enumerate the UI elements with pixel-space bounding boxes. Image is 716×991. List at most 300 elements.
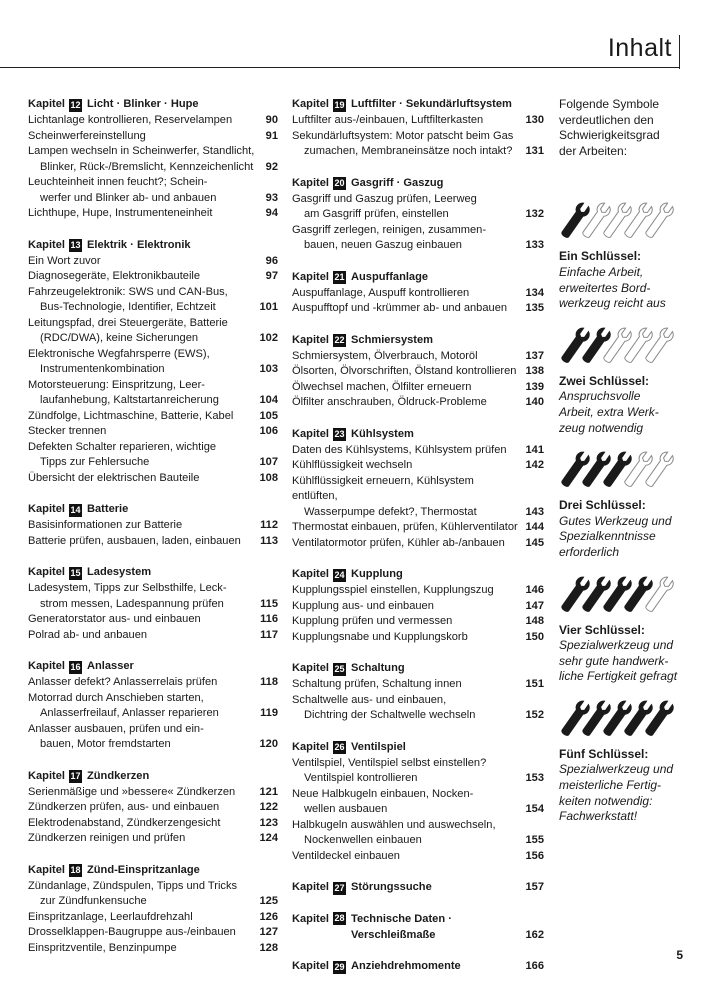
toc-entry-text (292, 129, 519, 160)
chapter-number-badge: 21 (334, 272, 345, 282)
toc-entry[interactable] (28, 316, 278, 347)
difficulty-description-line: meisterliche Fertig- (559, 778, 662, 793)
toc-entry-text (292, 693, 519, 724)
toc-entry[interactable] (28, 471, 278, 487)
chapter-page-number: 166 (525, 960, 544, 973)
difficulty-label: Fünf Schlüssel: (559, 746, 649, 761)
wrench-icon-outline (601, 326, 634, 365)
toc-entry-page: 107 (259, 456, 278, 468)
toc-entry-text (28, 816, 253, 832)
chapter-number-badge: 18 (70, 865, 81, 875)
toc-entry-text (28, 722, 253, 753)
toc-entry-line: Einspritzventile, Benzinpumpe (28, 941, 177, 954)
legend-intro-line: verdeutlichen den (559, 112, 654, 127)
toc-entry-text (292, 787, 519, 818)
chapter-block (292, 270, 544, 317)
chapter-word: Kapitel (28, 769, 65, 782)
toc-entry-line: Tipps zur Fehlersuche (40, 456, 150, 468)
chapter-heading[interactable] (28, 502, 278, 518)
difficulty-level (559, 322, 689, 436)
chapter-number-badge: 15 (70, 567, 81, 578)
toc-entry-line: Anlasser defekt? Anlasserrelais prüfen (28, 676, 218, 688)
chapter-heading[interactable] (28, 97, 278, 113)
wrench-rating (559, 322, 689, 374)
toc-entry-line: Ein Wort zuvor (28, 254, 101, 267)
toc-entry[interactable] (28, 675, 278, 691)
toc-entry-page: 90 (265, 114, 278, 126)
toc-entry-text (28, 518, 254, 534)
toc-entry[interactable] (28, 440, 278, 471)
toc-entry-page: 103 (259, 363, 278, 375)
toc-entry-line: Basisinformationen zur Batterie (28, 519, 183, 531)
toc-entry-line: Lichthupe, Hupe, Instrumenteneinheit (28, 207, 213, 219)
toc-entry[interactable] (292, 474, 544, 521)
chapter-title: Schmiersystem (351, 333, 434, 346)
chapter-block (292, 567, 544, 645)
toc-entry-page: 141 (525, 443, 544, 456)
toc-entry-page: 125 (259, 895, 278, 907)
toc-entry-page: 93 (265, 191, 278, 204)
toc-entry-line: Elektrodenabstand, Zündkerzengesicht (28, 816, 221, 829)
difficulty-label: Drei Schlüssel: (559, 498, 646, 513)
wrench-icon-filled (622, 575, 655, 614)
toc-entry[interactable] (292, 818, 544, 849)
chapter-heading[interactable] (292, 176, 544, 192)
difficulty-description (559, 638, 689, 685)
header-divider (679, 35, 680, 69)
toc-entry-text (28, 675, 254, 691)
toc-entry-line: bauen, neuen Gaszug einbauen (304, 239, 462, 251)
toc-entry-line: Gasgriff und Gaszug prüfen, Leerweg (292, 192, 477, 205)
toc-entry-page: 120 (259, 738, 278, 750)
toc-entry-page: 91 (265, 129, 278, 142)
toc-entry[interactable] (28, 910, 278, 926)
toc-entry-line: Batterie prüfen, ausbauen, laden, einbauen (28, 534, 241, 547)
toc-entry-line: Schaltung prüfen, Schaltung innen (292, 678, 462, 690)
chapter-title: Kupplung (351, 568, 403, 581)
toc-entry-text (28, 879, 253, 910)
toc-entry-text (292, 113, 519, 129)
toc-entry-text (292, 474, 519, 521)
toc-entry[interactable] (28, 424, 278, 440)
toc-entry-text (28, 831, 253, 847)
toc-entry-text (28, 785, 253, 801)
toc-entry-text (292, 818, 519, 849)
toc-entry-line: am Gasgriff prüfen, einstellen (304, 208, 449, 220)
chapter-word: Kapitel (292, 881, 329, 894)
toc-entry-page: 150 (525, 630, 544, 643)
toc-entry-line: Ventildeckel einbauen (292, 849, 400, 862)
difficulty-description-line: Gutes Werkzeug und (559, 513, 672, 528)
header-rule (0, 67, 680, 68)
toc-entry-text (28, 206, 260, 222)
wrench-icon-outline (622, 450, 655, 489)
toc-entry-text (292, 849, 519, 865)
toc-entry-text (28, 175, 260, 206)
toc-entry-line: Neue Halbkugeln einbauen, Nocken- (292, 787, 474, 800)
wrench-icon-filled (559, 202, 591, 241)
chapter-title: Batterie (87, 503, 129, 516)
toc-entry-line: Leuchteinheit innen feucht?; Schein- (28, 176, 208, 188)
toc-entry[interactable] (28, 785, 278, 801)
toc-entry-line: werfer und Blinker ab- und anbauen (40, 191, 217, 204)
chapter-heading[interactable] (292, 97, 544, 113)
toc-entry-line: Ladesystem, Tipps zur Selbsthilfe, Leck- (28, 582, 227, 594)
chapter-number-badge: 22 (334, 335, 345, 345)
toc-entry-text (292, 756, 519, 787)
toc-entry[interactable] (28, 175, 278, 206)
toc-entry[interactable] (292, 677, 544, 693)
toc-entry[interactable] (28, 800, 278, 816)
toc-entry-text (28, 800, 253, 816)
chapter-word: Kapitel (292, 960, 329, 973)
wrench-icon-outline (643, 202, 676, 241)
toc-entry-line: Drosselklappen-Baugruppe aus-/einbauen (28, 926, 236, 938)
toc-entry[interactable] (292, 349, 544, 365)
toc-entry[interactable] (28, 534, 278, 550)
toc-entry-line: Ventilatormotor prüfen, Kühler ab-/anbauen (292, 536, 505, 549)
toc-entry-page: 104 (259, 394, 278, 406)
toc-entry-page: 132 (525, 208, 544, 220)
toc-entry[interactable] (28, 269, 278, 285)
toc-entry-page: 96 (265, 254, 278, 267)
toc-entry-page: 147 (525, 599, 544, 612)
toc-entry[interactable] (28, 831, 278, 847)
toc-entry-text (28, 471, 253, 487)
toc-entry-line: laufanhebung, Kaltstartanreicherung (40, 394, 219, 406)
toc-entry-page: 108 (259, 471, 278, 484)
chapter-heading[interactable] (292, 661, 544, 677)
toc-entry-line: Motorsteuerung: Einspritzung, Leer- (28, 378, 205, 391)
chapter-number-badge: 12 (70, 99, 81, 110)
toc-entry[interactable] (28, 691, 278, 722)
difficulty-description-line: Einfache Arbeit, (559, 264, 644, 279)
chapter-word: Kapitel (28, 863, 65, 876)
toc-entry-page: 156 (525, 849, 544, 862)
toc-entry[interactable] (28, 378, 278, 409)
toc-entry-line: wellen ausbauen (304, 803, 388, 815)
toc-entry-page: 139 (525, 380, 544, 393)
toc-entry[interactable] (292, 630, 544, 646)
difficulty-description-line: Anspruchsvolle (559, 389, 641, 404)
toc-entry-page: 113 (260, 534, 278, 547)
toc-entry-page: 105 (259, 409, 278, 422)
chapter-block (292, 880, 544, 896)
chapter-block (292, 959, 544, 975)
toc-entry-line: (RDC/DWA), keine Sicherungen (40, 332, 199, 344)
chapter-heading[interactable] (292, 333, 544, 349)
toc-entry[interactable] (292, 787, 544, 818)
wrench-rating (559, 446, 689, 498)
toc-entry-text (28, 409, 253, 425)
difficulty-level (559, 446, 689, 560)
toc-entry-line: bauen, Motor fremdstarten (40, 738, 171, 750)
toc-entry-page: 94 (265, 207, 278, 219)
toc-entry-text (292, 395, 519, 411)
chapter-word: Kapitel (28, 660, 65, 673)
toc-entry-text (28, 254, 260, 270)
toc-entry-line: Einspritzanlage, Leerlaufdrehzahl (28, 910, 193, 923)
wrench-icon-outline (601, 202, 634, 241)
toc-entry[interactable] (292, 223, 544, 254)
toc-entry-text (28, 316, 253, 347)
toc-entry[interactable] (28, 347, 278, 378)
chapter-title: Kühlsystem (351, 427, 414, 440)
toc-entry[interactable] (292, 364, 544, 380)
chapter-block (292, 661, 544, 724)
chapter-block (28, 502, 278, 549)
difficulty-description-line: Arbeit, extra Werk- (559, 404, 659, 419)
toc-entry-line: Scheinwerfereinstellung (28, 129, 146, 142)
toc-entry-text (292, 614, 519, 630)
chapter-block (292, 97, 544, 160)
chapter-heading[interactable] (292, 880, 544, 896)
toc-entry[interactable] (292, 599, 544, 615)
chapter-title-line: Technische Daten · (351, 913, 452, 925)
toc-entry-line: Elektronische Wegfahrsperre (EWS), (28, 347, 210, 360)
toc-entry-page: 128 (259, 941, 278, 954)
toc-entry[interactable] (292, 756, 544, 787)
chapter-title: Gasgriff · Gaszug (351, 176, 444, 189)
chapter-number-badge: 17 (70, 771, 81, 781)
toc-entry-text (28, 144, 260, 175)
toc-entry-text (292, 583, 519, 599)
chapter-title: Zündkerzen (87, 769, 150, 782)
chapter-title: Auspuffanlage (351, 270, 429, 283)
chapter-heading[interactable] (28, 659, 278, 675)
toc-entry[interactable] (292, 192, 544, 223)
toc-entry-page: 92 (265, 160, 278, 173)
toc-entry[interactable] (292, 583, 544, 599)
difficulty-description-line: erforderlich (559, 544, 620, 559)
toc-entry-line: Stecker trennen (28, 425, 107, 437)
toc-entry-page: 145 (525, 536, 544, 549)
toc-entry-page: 153 (525, 772, 544, 784)
chapter-number-badge: 29 (334, 961, 345, 972)
toc-entry-text (292, 443, 519, 459)
toc-entry[interactable] (292, 301, 544, 317)
difficulty-description-line: werkzeug reicht aus (559, 296, 666, 311)
chapter-word: Kapitel (28, 98, 65, 111)
toc-entry-page: 117 (260, 628, 278, 641)
toc-entry-page: 122 (259, 801, 278, 813)
chapter-number-badge: 25 (334, 663, 345, 674)
toc-entry-page: 152 (525, 709, 544, 721)
chapter-block (292, 333, 544, 411)
chapter-block (28, 769, 278, 847)
toc-entry-line: Ventilspiel, Ventilspiel selbst einstellen? (292, 756, 487, 769)
chapter-block (28, 565, 278, 643)
wrench-icon-filled (580, 326, 613, 365)
chapter-heading[interactable] (292, 270, 544, 286)
chapter-heading[interactable] (28, 238, 278, 254)
toc-entry[interactable] (28, 879, 278, 910)
chapter-heading[interactable] (28, 863, 278, 879)
chapter-heading[interactable] (28, 565, 278, 581)
toc-entry-text (292, 301, 519, 317)
toc-entry-page: 102 (259, 332, 278, 344)
difficulty-description (559, 265, 689, 312)
chapter-word: Kapitel (28, 238, 65, 251)
difficulty-description-line: Fachwerkstatt! (559, 809, 638, 824)
toc-entry-line: Lichtanlage kontrollieren, Reservelampen (28, 114, 233, 126)
difficulty-description (559, 514, 689, 561)
toc-entry[interactable] (28, 206, 278, 222)
toc-entry-line: zur Zündfunkensuche (40, 895, 147, 907)
toc-entry-page: 97 (265, 270, 278, 282)
toc-entry-text (28, 269, 260, 285)
legend-intro-line: Schwierigkeitsgrad (559, 128, 660, 143)
toc-entry-line: Polrad ab- und anbauen (28, 628, 148, 641)
legend-intro-line: Folgende Symbole (559, 97, 660, 111)
toc-entry[interactable] (28, 518, 278, 534)
toc-entry[interactable] (292, 395, 544, 411)
toc-entry-text (292, 520, 519, 536)
toc-entry-line: Ölfilter anschrauben, Öldruck-Probleme (292, 396, 487, 408)
difficulty-description (559, 389, 689, 436)
toc-entry-line: Anlasser ausbauen, prüfen und ein- (28, 722, 204, 735)
toc-entry-page: 106 (259, 425, 278, 437)
toc-entry-page: 133 (525, 239, 544, 251)
toc-entry-page: 137 (525, 349, 544, 362)
toc-entry-text (292, 599, 519, 615)
chapter-title: Schaltung (351, 662, 405, 675)
toc-entry-line: Zündfolge, Lichtmaschine, Batterie, Kabel (28, 409, 234, 422)
toc-entry[interactable] (28, 129, 278, 145)
toc-entry-line: Lampen wechseln in Scheinwerfer, Standlicht, (28, 145, 255, 157)
toc-entry-page: 155 (525, 834, 544, 846)
toc-entry-text (28, 910, 253, 926)
toc-entry[interactable] (292, 113, 544, 129)
chapter-number-badge: 13 (70, 240, 81, 250)
toc-entry-line: Thermostat einbauen, prüfen, Kühlerventilator (292, 521, 518, 533)
toc-entry-line: Diagnosegeräte, Elektronikbauteile (28, 270, 201, 282)
toc-entry-line: Kühlflüssigkeit wechseln (292, 459, 413, 471)
difficulty-description-line: zeug notwendig (559, 420, 644, 435)
toc-entry[interactable] (292, 536, 544, 552)
wrench-rating (559, 197, 689, 249)
toc-entry-page: 142 (525, 459, 544, 471)
toc-entry-line: Bus-Technologie, Identifier, Echtzeit (40, 301, 216, 313)
wrench-icon-outline (643, 575, 676, 614)
toc-entry-page: 148 (525, 615, 544, 627)
toc-entry-text (28, 113, 260, 129)
toc-entry[interactable] (292, 458, 544, 474)
toc-entry[interactable] (28, 409, 278, 425)
chapter-word: Kapitel (292, 913, 329, 925)
chapter-heading[interactable] (292, 959, 544, 975)
toc-entry-text (28, 628, 254, 644)
chapter-number-badge: 26 (334, 742, 345, 752)
chapter-heading[interactable] (292, 567, 544, 583)
chapter-word: Kapitel (28, 566, 65, 579)
toc-entry[interactable] (292, 693, 544, 724)
toc-entry-line: Anlasserfreilauf, Anlasser reparieren (40, 707, 219, 719)
toc-entry-line: Sekundärluftsystem: Motor patscht beim Gas (292, 129, 514, 142)
chapter-word: Kapitel (292, 740, 329, 753)
toc-entry[interactable] (292, 380, 544, 396)
toc-entry-line: Motorrad durch Anschieben starten, (28, 691, 204, 704)
toc-entry-page: 138 (525, 365, 544, 377)
toc-entry-line: Zündkerzen prüfen, aus- und einbauen (28, 801, 220, 813)
wrench-rating-graphic (559, 322, 679, 374)
toc-entry[interactable] (28, 144, 278, 175)
toc-entry[interactable] (28, 816, 278, 832)
toc-entry-text (292, 458, 519, 474)
toc-entry-line: Gasgriff zerlegen, reinigen, zusammen- (292, 223, 487, 236)
chapter-heading[interactable] (292, 912, 544, 943)
toc-entry-line: Kupplung aus- und einbauen (292, 599, 434, 612)
toc-entry[interactable] (292, 443, 544, 459)
toc-entry-text (292, 380, 519, 396)
chapter-heading[interactable] (28, 769, 278, 785)
toc-entry[interactable] (28, 581, 278, 612)
chapter-word: Kapitel (28, 503, 65, 516)
toc-entry-line: Nockenwellen einbauen (304, 834, 422, 846)
toc-entry-line: Zündkerzen reinigen und prüfen (28, 832, 186, 844)
toc-entry-line: Generatorstator aus- und einbauen (28, 613, 201, 625)
toc-entry[interactable] (292, 520, 544, 536)
toc-entry-line: Schaltwelle aus- und einbauen, (292, 693, 447, 706)
chapter-title: Elektrik · Elektronik (87, 238, 191, 251)
toc-entry[interactable] (28, 612, 278, 628)
toc-entry-page: 101 (259, 301, 278, 313)
toc-entry-line: Dichtring der Schaltwelle wechseln (304, 709, 476, 721)
toc-entry-line: Daten des Kühlsystems, Kühlsystem prüfen (292, 443, 507, 456)
toc-entry-line: Instrumentenkombination (40, 363, 165, 375)
toc-entry-line: Kühlflüssigkeit erneuern, Kühlsystem entlüften, (292, 474, 474, 502)
toc-entry[interactable] (292, 849, 544, 865)
legend-levels (559, 197, 689, 824)
toc-entry[interactable] (28, 628, 278, 644)
toc-entry[interactable] (28, 941, 278, 957)
difficulty-description (559, 762, 689, 824)
toc-entry[interactable] (292, 614, 544, 630)
toc-entry[interactable] (28, 722, 278, 753)
toc-entry-line: Leitungspfad, drei Steuergeräte, Batterie (28, 316, 228, 329)
difficulty-description-line: erweitertes Bord- (559, 280, 651, 295)
toc-entry[interactable] (292, 286, 544, 302)
difficulty-description-line: Spezialwerkzeug und (559, 762, 674, 777)
toc-entry-line: Auspuffanlage, Auspuff kontrollieren (292, 286, 470, 299)
wrench-rating (559, 571, 689, 623)
toc-entry[interactable] (28, 285, 278, 316)
toc-entry[interactable] (292, 129, 544, 160)
toc-entry[interactable] (28, 113, 278, 129)
wrench-rating-graphic (559, 695, 679, 747)
wrench-rating-graphic (559, 571, 679, 623)
wrench-icon-outline (643, 450, 676, 489)
chapter-word: Kapitel (292, 176, 329, 189)
toc-entry[interactable] (28, 925, 278, 941)
chapter-heading[interactable] (292, 427, 544, 443)
toc-entry-text (28, 378, 253, 409)
chapter-block (292, 740, 544, 865)
toc-entry[interactable] (28, 254, 278, 270)
toc-entry-line: Halbkugeln auswählen und auswechseln, (292, 818, 496, 831)
toc-entry-line: Defekten Schalter reparieren, wichtige (28, 440, 217, 453)
toc-entry-line: Wasserpumpe defekt?, Thermostat (304, 505, 477, 518)
chapter-heading[interactable] (292, 740, 544, 756)
toc-entry-text (28, 534, 254, 550)
chapter-block (292, 176, 544, 254)
difficulty-label: Ein Schlüssel: (559, 249, 642, 264)
toc-entry-text (292, 677, 519, 693)
toc-entry-text (292, 630, 519, 646)
toc-entry-page: 119 (260, 707, 278, 719)
wrench-icon-outline (622, 202, 655, 241)
toc-column-left (28, 97, 278, 972)
